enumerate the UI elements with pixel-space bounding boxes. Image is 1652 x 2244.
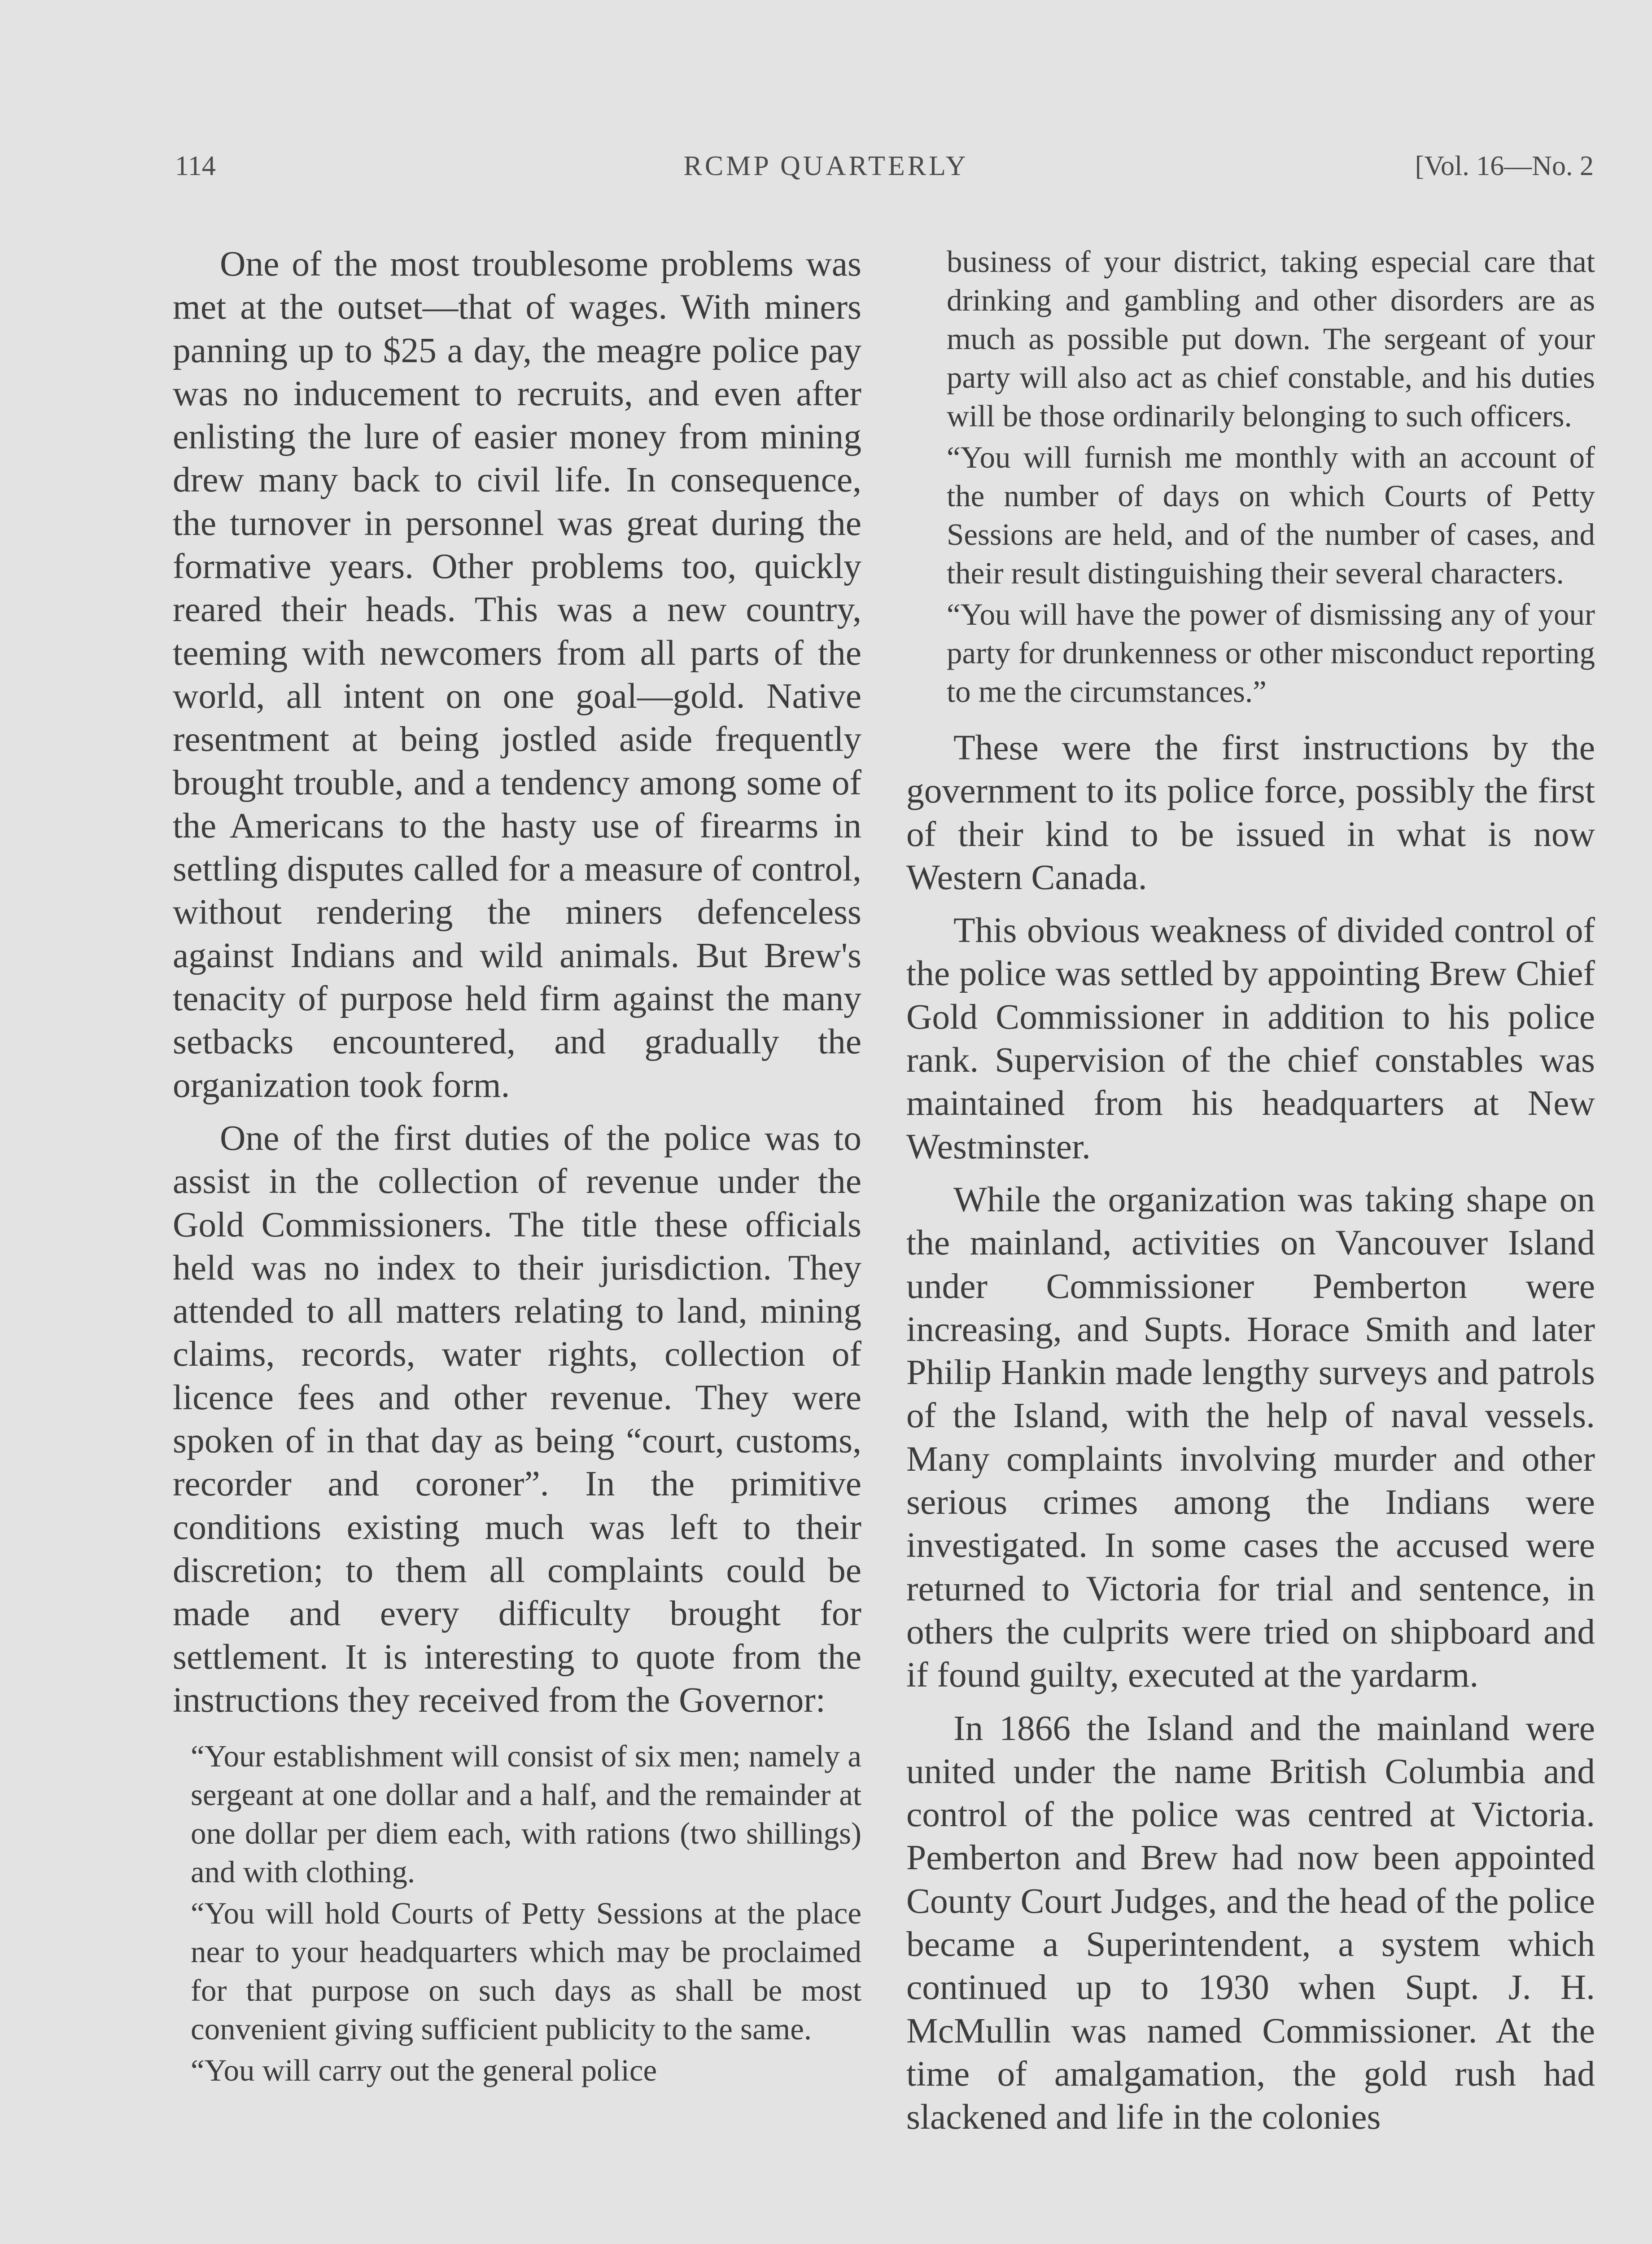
quoted-instruction: “You will have the power of dismissing any of your party for drunkenness or other misconduct reporting to me the circumstances.” xyxy=(947,597,1595,709)
quoted-instruction: “Your establishment will consist of six men; namely a sergeant at one dollar and a half, and the remainder at one dollar per diem each, with rations (two shillings) and with clothing. xyxy=(191,1739,861,1889)
body-paragraph: While the organization was taking shape on the mainland, activities on Vancouver Island under Commissioner Pemberton were increasing, and Supts. Horace Smith and later Philip Hankin made lengthy surveys and patrols of the Island, with the help of naval vessels. Many complaints involving murder and other serious crimes among the Indians were investigated. In some cases the accused were returned to Victoria for trial and sentence, in others the culprits were tried on shipboard and if found guilty, executed at the yardarm. xyxy=(906,1179,1595,1695)
left-column xyxy=(173,242,861,2092)
quoted-instruction: business of your district, taking especial care that drinking and gambling and other disorders are as much as possible put down. The sergeant of your party will also act as chief constable, and his duties will be those ordinarily belonging to such officers. xyxy=(947,245,1595,433)
quoted-instruction: “You will furnish me monthly with an account of the number of days on which Courts of Petty Sessions are held, and of the number of cases, and their result distinguishing their several characters. xyxy=(947,440,1595,590)
running-title: RCMP QUARTERLY xyxy=(683,151,969,181)
body-paragraph: These were the first instructions by the government to its police force, possibly the first of their kind to be issued in what is now Western Canada. xyxy=(906,728,1595,897)
body-paragraph: One of the first duties of the police was to assist in the collection of revenue under the Gold Commissioners. The title these officials held was no index to their jurisdiction. They attended to all matters relating to land, mining claims, records, water rights, collection of licence fees and other revenue. They were spoken of in that day as being “court, customs, recorder and coroner”. In the primitive conditions existing much was left to their discretion; to them all complaints could be made and every difficulty brought for settlement. It is interesting to quote from the instructions they received from the Governor: xyxy=(173,1118,861,1720)
right-column xyxy=(906,242,1595,2149)
page-header xyxy=(0,150,1652,191)
body-paragraph: This obvious weakness of divided control of the police was settled by appointing Brew Chief Gold Commissioner in addition to his police rank. Supervision of the chief constables was maintained from his headquarters at New Westminster. xyxy=(906,911,1595,1166)
body-paragraph: One of the most troublesome problems was met at the outset—that of wages. With miners panning up to $25 a day, the meagre police pay was no inducement to recruits, and even after enlisting the lure of easier money from mining drew many back to civil life. In consequence, the turnover in personnel was great during the formative years. Other problems too, quickly reared their heads. This was a new country, teeming with newcomers from all parts of the world, all intent on one goal—gold. Native resentment at being jostled aside frequently brought trouble, and a tendency among some of the Americans to the hasty use of firearms in settling disputes called for a measure of control, without rendering the miners defenceless against Indians and wild animals. But Brew's tenacity of purpose held firm against the many setbacks encountered, and gradually the organization took form. xyxy=(173,244,861,1105)
quoted-instruction: “You will carry out the general police xyxy=(191,2053,657,2088)
issue-label: [Vol. 16—No. 2 xyxy=(1415,151,1594,181)
quoted-instruction: “You will hold Courts of Petty Sessions at the place near to your headquarters which may be proclaimed for that purpose on such days as shall be most convenient giving sufficient publicity to the same. xyxy=(191,1896,861,2047)
page-number: 114 xyxy=(175,151,216,181)
body-paragraph: In 1866 the Island and the mainland were united under the name British Columbia and control of the police was centred at Victoria. Pemberton and Brew had now been appointed County Court Judges, and the head of the police became a Superintendent, a system which continued up to 1930 when Supt. J. H. McMullin was named Commissioner. At the time of amalgamation, the gold rush had slackened and life in the colonies xyxy=(906,1708,1595,2137)
